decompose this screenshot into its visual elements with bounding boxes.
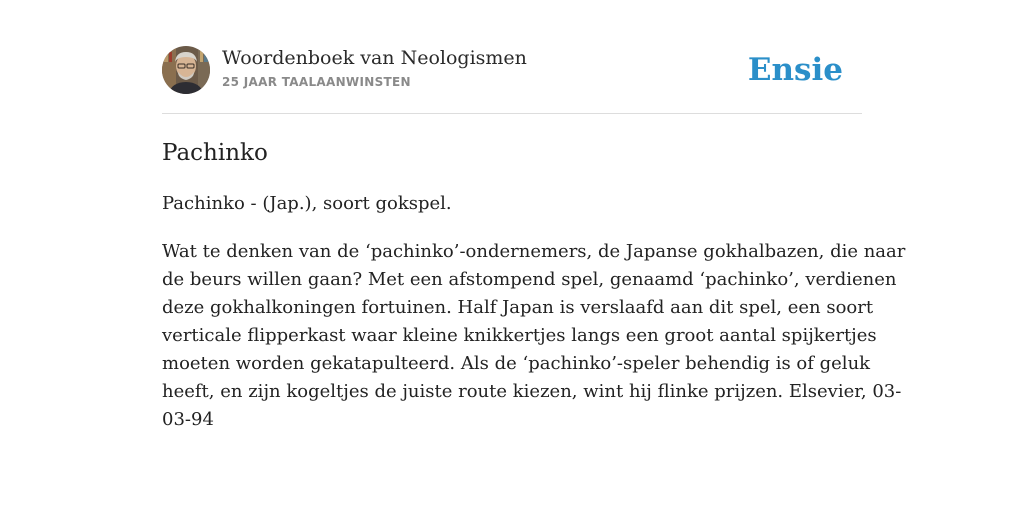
author-avatar[interactable] xyxy=(162,46,210,94)
source-subtitle: 25 JAAR TAALAANWINSTEN xyxy=(222,75,411,89)
quote-line: verticale flipperkast waar kleine knikkertjes langs een groot aantal spijkertjes xyxy=(162,325,877,346)
card-header xyxy=(162,46,862,96)
quote-line: heeft, en zijn kogeltjes de juiste route kiezen, wint hij flinke prijzen. Elsevier, 03- xyxy=(162,381,902,402)
source-title[interactable]: Woordenboek van Neologismen xyxy=(222,47,527,69)
quote-line: de beurs willen gaan? Met een afstompend spel, genaamd ‘pachinko’, verdienen xyxy=(162,269,897,290)
author-portrait-icon xyxy=(162,46,210,94)
entry-quote xyxy=(162,238,906,434)
brand-logo[interactable]: Ensie xyxy=(747,52,843,88)
quote-line: deze gokhalkoningen fortuinen. Half Japan is verslaafd aan dit spel, een soort xyxy=(162,297,874,318)
header-divider xyxy=(162,113,862,114)
entry-title: Pachinko xyxy=(162,140,268,166)
entry-card xyxy=(162,46,906,430)
quote-line: Wat te denken van de ‘pachinko’-ondernemers, de Japanse gokhalbazen, die naar xyxy=(162,241,906,262)
quote-line: 03-94 xyxy=(162,409,214,430)
entry-definition: Pachinko - (Jap.), soort gokspel. xyxy=(162,193,452,214)
quote-line: moeten worden gekatapulteerd. Als de ‘pachinko’-speler behendig is of geluk xyxy=(162,353,871,374)
